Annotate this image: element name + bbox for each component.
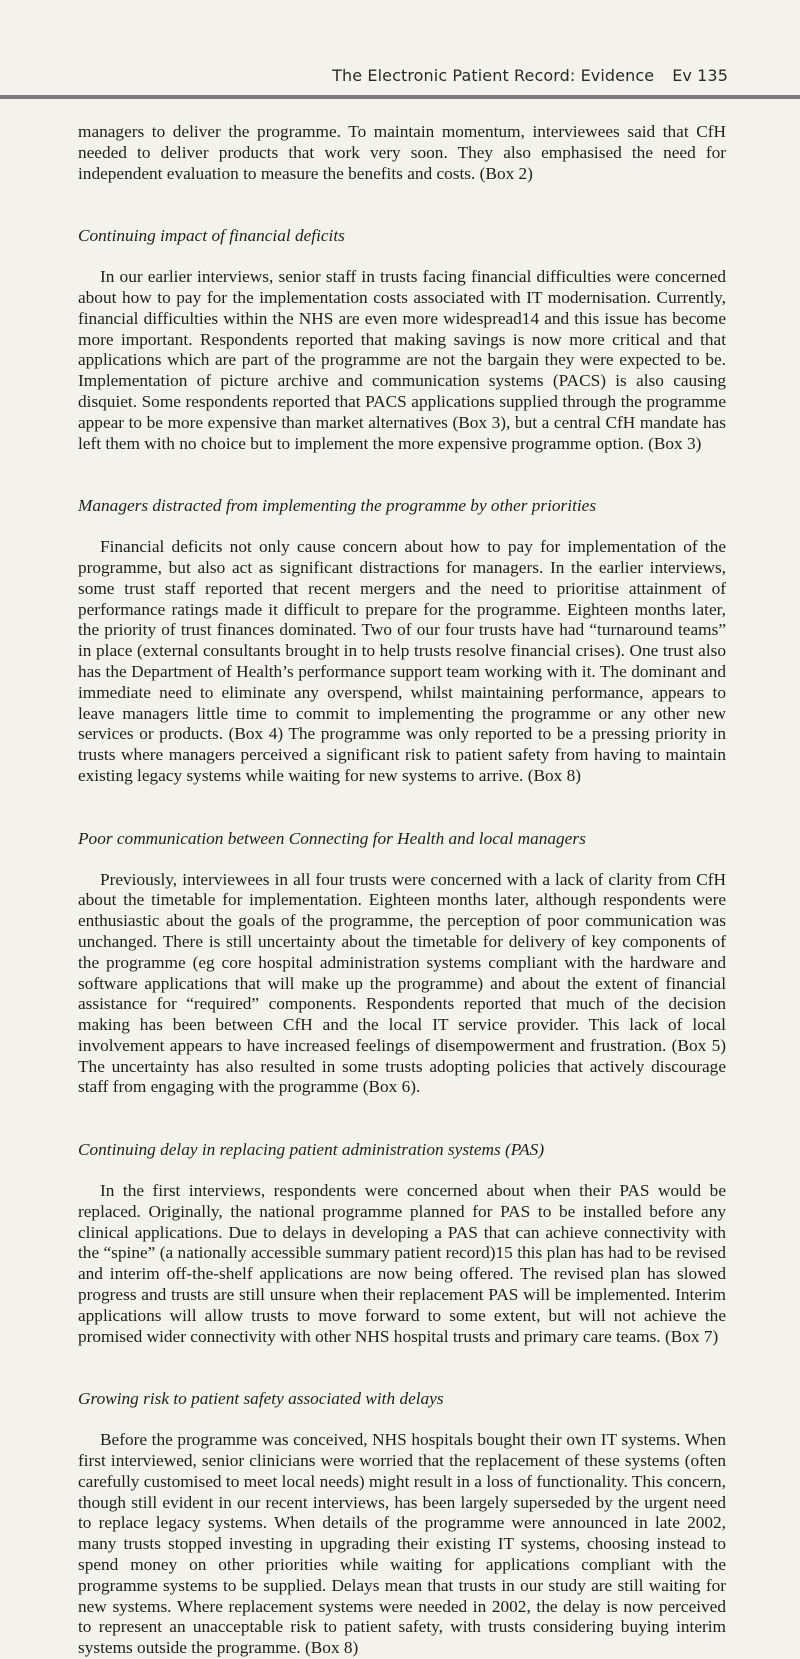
running-header bbox=[332, 66, 728, 85]
body-content bbox=[78, 122, 726, 1659]
section-heading: Growing risk to patient safety associated with delays bbox=[78, 1389, 444, 1409]
section-heading: Poor communication between Connecting for Health and local managers bbox=[78, 828, 586, 848]
page-number: Ev 135 bbox=[672, 66, 728, 85]
section-heading: Continuing impact of financial deficits bbox=[78, 226, 345, 246]
section-paragraph: Financial deficits not only cause concern about how to pay for implementation of the programme, but also act as significant distractions for managers. In the earlier interviews, some trust staff reported that recent mergers and the need to prioritise attainment of performance ratings made it difficult to prepare for the programme. Eighteen months later, the priority of trust finances dominated. Two of our four trusts have had “turnaround teams” in place (external consultants brought in to help trusts resolve financial crises). One trust also has the Department of Health’s performance support team working with it. The dominant and immediate need to eliminate any overspend, whilst maintaining performance, appears to leave managers little time to commit to implementing the programme or any other new services or products. (Box 4) The programme was only reported to be a pressing priority in trusts where managers perceived a significant risk to patient safety from having to maintain existing legacy systems while waiting for new systems to arrive. (Box 8) bbox=[78, 537, 726, 785]
section-paragraph: Before the programme was conceived, NHS hospitals bought their own IT systems. When first interviewed, senior clinicians were worried that the replacement of these systems (often carefully customised to meet local needs) might result in a loss of functionality. This concern, though still evident in our recent interviews, has been largely superseded by the urgent need to replace legacy systems. When details of the programme were announced in late 2002, many trusts stopped investing in upgrading their existing IT systems, choosing instead to spend money on other priorities while waiting for applications compliant with the programme systems to be supplied. Delays mean that trusts in our study are still waiting for new systems. Where replacement systems were needed in 2002, the delay is now perceived to represent an unacceptable risk to patient safety, with trusts considering buying interim systems outside the programme. (Box 8) bbox=[78, 1430, 726, 1658]
journal-title: The Electronic Patient Record: Evidence bbox=[332, 66, 655, 85]
section-heading: Continuing delay in replacing patient administration systems (PAS) bbox=[78, 1140, 545, 1160]
header-rule bbox=[0, 95, 800, 99]
section-paragraph: In our earlier interviews, senior staff in trusts facing financial difficulties were concerned about how to pay for the implementation costs associated with IT modernisation. Currently, financial difficulties within the NHS are even more widespread14 and this issue has become more important. Respondents reported that making savings is now more critical and that applications which are part of the programme are not the bargain they were expected to be. Implementation of picture archive and communication systems (PACS) is also causing disquiet. Some respondents reported that PACS applications supplied through the programme appear to be more expensive than market alternatives (Box 3), but a central CfH mandate has left them with no choice but to implement the more expensive programme option. (Box 3) bbox=[78, 267, 726, 453]
section-heading: Managers distracted from implementing the programme by other priorities bbox=[78, 496, 597, 516]
section-paragraph: Previously, interviewees in all four trusts were concerned with a lack of clarity from CfH about the timetable for implementation. Eighteen months later, although respondents were enthusiastic about the goals of the programme, the perception of poor communication was unchanged. There is still uncertainty about the timetable for delivery of key components of the programme (eg core hospital administration systems compliant with the hardware and software applications that will make up the programme) and about the extent of financial assistance for “required” components. Respondents reported that much of the decision making has been between CfH and the local IT service provider. This lack of local involvement appears to have increased feelings of disempowerment and frustration. (Box 5) The uncertainty has also resulted in some trusts adopting policies that actively discourage staff from engaging with the programme (Box 6). bbox=[78, 869, 726, 1097]
section-paragraph: In the first interviews, respondents were concerned about when their PAS would be replaced. Originally, the national programme planned for PAS to be installed before any clinical applications. Due to delays in developing a PAS that can achieve connectivity with the “spine” (a nationally accessible summary patient record)15 this plan has had to be revised and interim off-the-shelf applications are now being offered. The revised plan has slowed progress and trusts are still unsure when their replacement PAS will be implemented. Interim applications will allow trusts to move forward to some extent, but will not achieve the promised wider connectivity with other NHS hospital trusts and primary care teams. (Box 7) bbox=[78, 1181, 726, 1346]
intro-paragraph: managers to deliver the programme. To maintain momentum, interviewees said that CfH needed to deliver products that work very soon. They also emphasised the need for independent evaluation to measure the benefits and costs. (Box 2) bbox=[78, 122, 726, 183]
